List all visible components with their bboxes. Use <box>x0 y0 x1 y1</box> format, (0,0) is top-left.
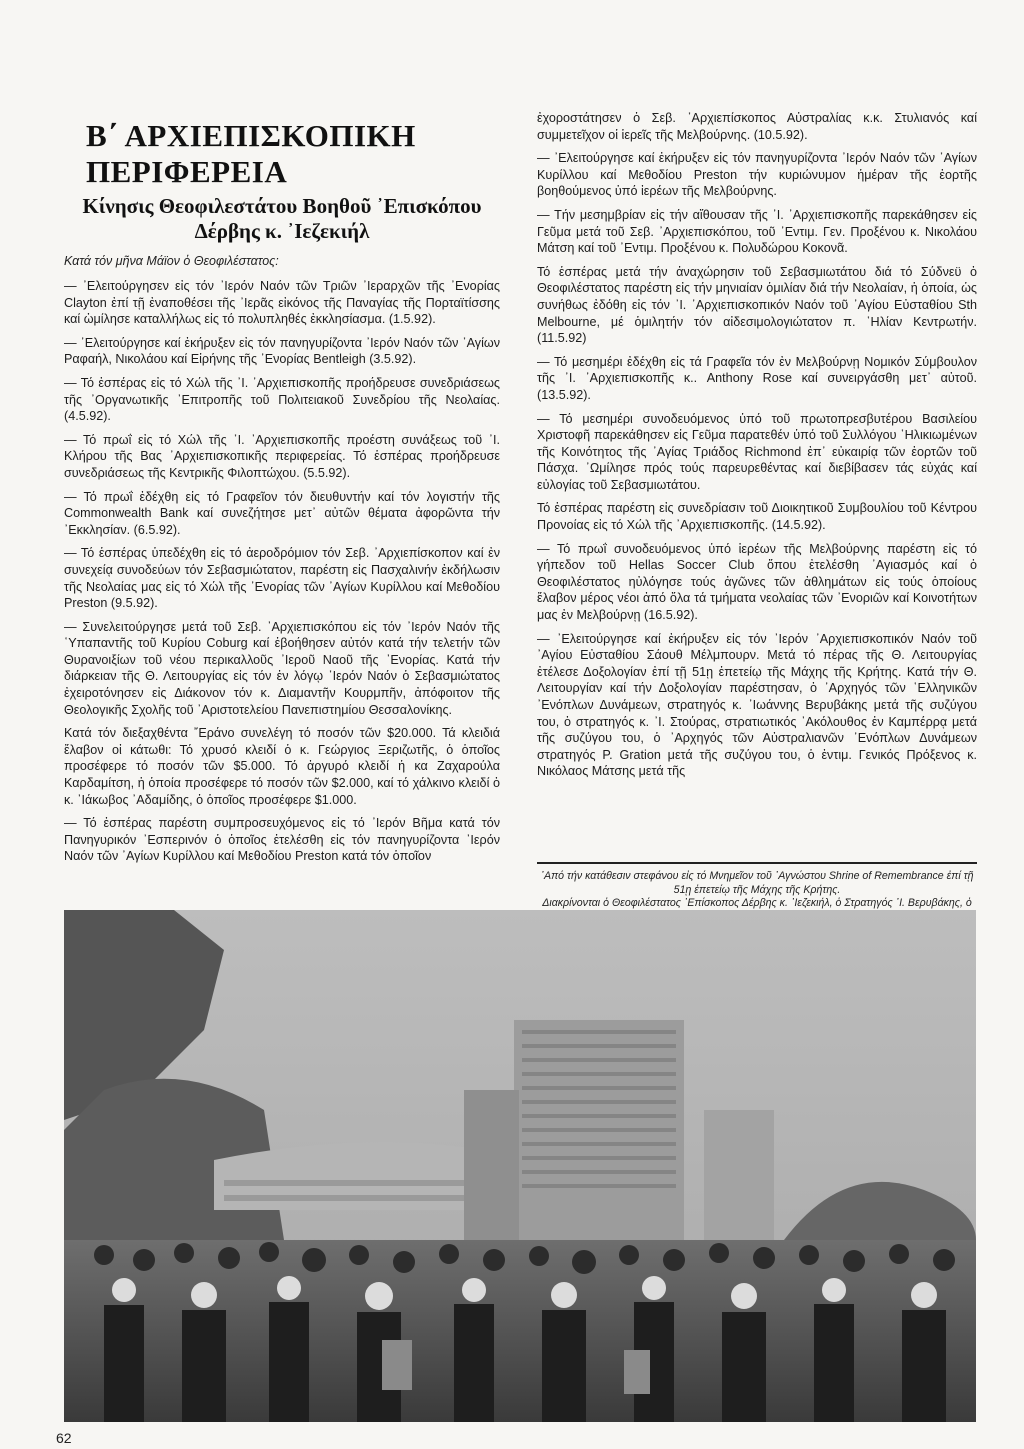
caption-line-2: Διακρίνονται ὁ Θεοφιλέστατος ᾿Επίσκοπος Δέρβης κ. ᾿Ιεζεκιήλ, ὁ Στρατηγός ᾿Ι. Βερυβάκης, ὁ <box>542 897 972 910</box>
subtitle-line-1: Κίνησις Θεοφιλεστάτου Βοηθοῦ ᾿Επισκόπου <box>82 194 482 218</box>
paragraph: Τό ἑσπέρας παρέστη εἰς συνεδρίασιν τοῦ Διοικητικοῦ Συμβουλίου τοῦ Κέντρου Προνοίας εἰς τό Χώλ τῆς ᾿Αρχιεπισκοπῆς. (14.5.92). <box>537 501 977 533</box>
intro-text: Κατά τόν μῆνα Μάϊον ὁ Θεοφιλέστατος: <box>64 254 279 268</box>
paragraph: — Συνελειτούργησε μετά τοῦ Σεβ. ᾿Αρχιεπισκόπου εἰς τόν ᾿Ιερόν Ναόν τῆς ῾Υπαπαντῆς τοῦ Κυρίου Coburg καί ἐβοήθησεν αὐτόν κατά τήν τελετήν τῶν Θυρανοιξίων τοῦ νέου περικαλλοῦς ᾿Ιεροῦ Ναοῦ τῆς ᾿Ενορίας. Κατά τήν διάρκειαν τῆς Θ. Λειτουργίας εἰς τόν ἐν λόγῳ ᾿Ιερόν Ναόν ὁ Σεβασμιώτατος ἐχειροτόνησεν εἰς Διάκονον τόν κ. Διαμαντῆν Κουρμπῆν, ἀπόφοιτον τῆς Θεολογικῆς Σχολῆς τοῦ ᾿Αριστοτελείου Πανεπιστημίου Θεσσαλονίκης. <box>64 619 500 717</box>
photo-illustration <box>64 910 976 1422</box>
subtitle-line-2: Δέρβης κ. ᾿Ιεζεκιήλ <box>194 219 370 243</box>
paragraph: — Τό πρωΐ ἐδέχθη εἰς τό Γραφεῖον τόν διευθυντήν καί τόν λογιστήν τῆς Commonwealth Bank καί συνεζήτησε μετ᾿ αὐτῶν θέματα ἀφορῶντα τήν ᾿Εκκλησίαν. (6.5.92). <box>64 489 500 537</box>
paragraph: — Τό πρωΐ συνοδευόμενος ὑπό ἱερέων τῆς Μελβούρνης παρέστη εἰς τό γήπεδον τοῦ Hellas Soccer Club ὅπου ἐτελέσθη ᾿Αγιασμός καί ὁ Θεοφιλέστατος ηὐλόγησε τούς ἀγῶνες τῶν ἀθλημάτων εἰς τούς ὁποίους ἔλαβον μέρος νέοι ἀπό ὅλα τά τμήματα νεολαίας τῶν ᾿Ενοριῶν καί Κοινοτήτων μας ἐν Μελβούρνῃ (16.5.92). <box>537 541 977 623</box>
page-number: 62 <box>56 1430 72 1446</box>
paragraph: — ᾿Ελειτούργησεν εἰς τόν ᾿Ιερόν Ναόν τῶν Τριῶν ᾿Ιεραρχῶν τῆς ᾿Ενορίας Clayton ἐπί τῇ ἐναποθέσει τῆς ᾿Ιερᾶς εἰκόνος τῆς Παναγίας τῆς Πορταϊτίσσης καί ὡμίλησε καταλλήλως εἰς τό πολυπληθές ἐκκλησίασμα. (1.5.92). <box>64 279 500 327</box>
paragraph: — ᾿Ελειτούργησε καί ἐκήρυξεν εἰς τόν πανηγυρίζοντα ᾿Ιερόν Ναόν τῶν ᾿Αγίων Ραφαήλ, Νικολάου καί Εἰρήνης τῆς ᾿Ενορίας Bentleigh (3.5.92). <box>64 335 500 367</box>
section-title: Β΄ ΑΡΧΙΕΠΙΣΚΟΠΙΚΗ ΠΕΡΙΦΕΡΕΙΑ <box>86 118 416 189</box>
paragraph: — Τό μεσημέρι συνοδευόμενος ὑπό τοῦ πρωτοπρεσβυτέρου Βασιλείου Χριστοφῆ παρεκάθησεν εἰς Γεῦμα παρατεθέν ὑπό τοῦ Συλλόγου ῾Ηλικιωμένων τῆς Κοινότητος τῆς ᾿Αγίας Τριάδος Richmond ἐπ᾿ εὐκαιρίᾳ τῶν ἑορτῶν τοῦ Πάσχα. ᾿Ωμίλησε πρός τούς παρευρεθέντας καί διεβίβασεν τάς εὐχάς καί εὐλογίας τοῦ Σεβασμιωτάτου. <box>537 411 977 492</box>
right-column <box>537 110 977 787</box>
paragraph: — Τό ἑσπέρας παρέστη συμπροσευχόμενος εἰς τό ᾿Ιερόν Βῆμα κατά τόν Πανηγυρικόν ᾿Εσπερινόν ὁ ὁποῖος ἐτελέσθη εἰς τόν πανηγυρίζοντα ᾿Ιερόν Ναόν τῶν ᾿Αγίων Κυρίλλου καί Μεθοδίου Preston κατά τόν ὁποῖον <box>64 816 500 864</box>
paragraph: — ᾿Ελειτούργησε καί ἐκήρυξεν εἰς τόν πανηγυρίζοντα ᾿Ιερόν Ναόν τῶν ᾿Αγίων Κυρίλλου καί Μεθοδίου Preston τήν κυριώνυμον ἡμέραν τῆς ἑορτῆς βοηθούμενος ὑπό ἱερέων τῆς Μελβούρνης. <box>537 151 977 199</box>
paragraph: — Τό πρωΐ εἰς τό Χώλ τῆς ᾿Ι. ᾿Αρχιεπισκοπῆς προέστη συνάξεως τοῦ ᾿Ι. Κλήρου τῆς Βας ᾿Αρχιεπισκοπικῆς περιφερείας. Τό ἑσπέρας προήδρευσε συνεδριάσεως τῆς Κεντρικῆς Φιλοπτώχου. (5.5.92). <box>64 432 500 480</box>
ceremony-crowd-photo <box>64 910 976 1422</box>
paragraph: Τό ἑσπέρας μετά τήν ἀναχώρησιν τοῦ Σεβασμιωτάτου διά τό Σύδνεϋ ὁ Θεοφιλέστατος παρέστη εἰς τήν μηνιαίαν ὁμιλίαν διά τήν Νεολαίαν, ἡ ὁποία, ὡς συνήθως ἐδόθη εἰς τόν ᾿Ι. ᾿Αρχιεπισκοπικόν Ναόν τοῦ ᾿Αγίου Εὐσταθίου Sth Melbourne, μέ ὁμιλητήν τόν αἰδεσιμολογιώτατον π. ῾Ηλίαν Κεντρωτήν. (11.5.92) <box>537 264 977 346</box>
paragraph: ἐχοροστάτησεν ὁ Σεβ. ᾿Αρχιεπίσκοπος Αὐστραλίας κ.κ. Στυλιανός καί συμμετεῖχον οἱ ἱερεῖς τῆς Μελβούρνης. (10.5.92). <box>537 111 977 142</box>
paragraph: — Τό ἑσπέρας ὑπεδέχθη εἰς τό ἀεροδρόμιον τόν Σεβ. ᾿Αρχιεπίσκοπον καί ἐν συνεχείᾳ συνοδεύων τόν Σεβασμιώτατον, παρέστη εἰς Πασχαλινήν ἐκδήλωσιν τῆς Νεολαίας μας εἰς τό Χώλ τῆς ᾿Ενορίας τῶν ᾿Αγίων Κυρίλλου καί Μεθοδίου Preston (9.5.92). <box>64 546 500 611</box>
left-column <box>64 118 500 872</box>
paragraph: — Τήν μεσημβρίαν εἰς τήν αἴθουσαν τῆς ᾿Ι. ᾿Αρχιεπισκοπῆς παρεκάθησεν εἰς Γεῦμα μετά τοῦ Σεβ. ᾿Αρχιεπισκόπου, τοῦ ᾿Εντιμ. Γεν. Προξένου κ. Νικολάου Μάτση καί τοῦ ᾿Εντιμ. Προξένου κ. Πολυδώρου Κοκονᾶ. <box>537 207 977 256</box>
paragraph: Κατά τόν διεξαχθέντα ῎Εράνο συνελέγη τό ποσόν τῶν $20.000. Τά κλειδιά ἔλαβον οἱ κάτωθι: Τό χρυσό κλειδί ὁ κ. Γεώργιος Ξεριζωτῆς, ὁ ὁποῖος προσέφερε τό ποσόν τῶν $5.000. Τό ἀργυρό κλειδί ἡ κα Ζαχαρούλα Καρδαμίτση, ἡ ὁποία προσέφερε τό ποσόν τῶν $2.000, καί τό χάλκινο κλειδί ὁ κ. ᾿Ιάκωβος ᾿Αδαμίδης, ὁ ὁποῖος προσέφερε $1.000. <box>64 726 500 807</box>
paragraph: — Τό ἑσπέρας εἰς τό Χώλ τῆς ᾿Ι. ᾿Αρχιεπισκοπῆς προήδρευσε συνεδριάσεως τῆς ᾿Οργανωτικῆς ᾿Επιτροπῆς τοῦ Πολιτειακοῦ Συνεδρίου τῆς Νεολαίας. (4.5.92). <box>64 375 500 424</box>
paragraph: — ᾿Ελειτούργησε καί ἐκήρυξεν εἰς τόν ᾿Ιερόν ᾿Αρχιεπισκοπικόν Ναόν τοῦ ᾿Αγίου Εὐσταθίου Σάουθ Μέλμπουρν. Μετά τό πέρας τῆς Θ. Λειτουργίας ἐτέλεσε Δοξολογίαν ἐπί τῇ 51ῃ ἐπετείῳ τῆς Μάχης τῆς Κρήτης. Κατά τήν Θ. Λειτουργίαν καί τήν Δοξολογίαν παρέστησαν, ὁ ᾿Αρχηγός τῶν ῾Ελληνικῶν ᾿Ενόπλων Δυνάμεων, στρατηγός κ. ᾿Ιωάννης Βερυβάκης μετά τῆς συζύγου του, ὁ στρατηγός κ. ᾿Ι. Στούρας, στρατιωτικός ᾿Ακόλουθος ἐν Καμπέρρᾳ μετά τῆς συζύγου του, ὁ ᾿Αρχηγός τῶν Αὐστραλιανῶν ᾿Ενόπλων Δυνάμεων στρατηγός P. Gration μετά τῆς συζύγου του, ὁ ἐντιμ. Γενικός Πρόξενος κ. Νικόλαος Μάτσης μετά τῆς <box>537 631 977 779</box>
section-subtitle <box>64 194 500 244</box>
paragraph: — Τό μεσημέρι ἐδέχθη εἰς τά Γραφεῖα τόν ἐν Μελβούρνῃ Νομικόν Σύμβουλον τῆς ᾿Ι. ᾿Αρχιεπισκοπῆς κ.. Anthony Rose καί συνειργάσθη μετ᾿ αὐτοῦ. (13.5.92). <box>537 354 977 402</box>
caption-line-1: ᾿Από τήν κατάθεσιν στεφάνου εἰς τό Μνημεῖον τοῦ ᾿Αγνώστου Shrine of Remembrance ἐπί τῇ 51ῃ ἐπετείῳ τῆς Μάχης τῆς Κρήτης. <box>540 870 974 896</box>
